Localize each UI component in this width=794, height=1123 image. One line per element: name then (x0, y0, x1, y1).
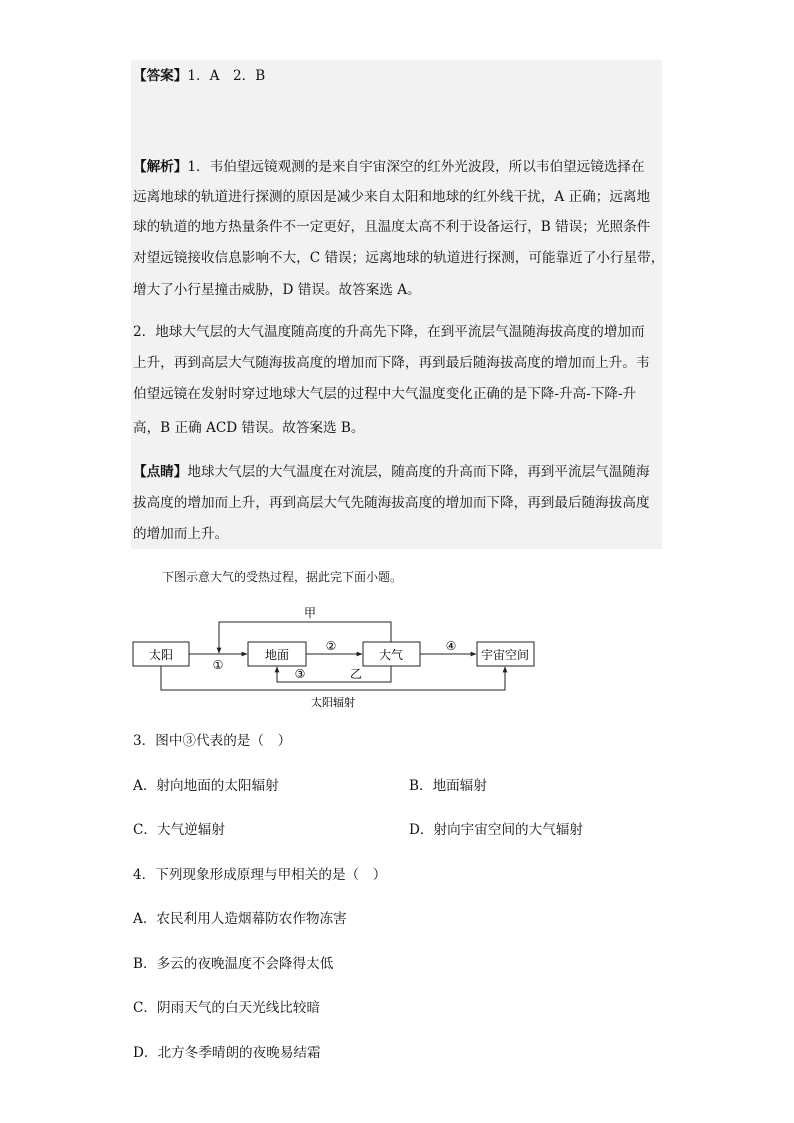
label-yi: 乙 (349, 667, 363, 681)
comment-line-3: 的增加而上升。 (133, 526, 229, 542)
q4-option-c[interactable]: C．阴雨天气的白天光线比较暗 (133, 1000, 321, 1016)
label-3: ③ (294, 667, 306, 681)
space-box-label: 宇宙空间 (480, 648, 530, 662)
intro-text: 下图示意大气的受热过程，据此完下面小题。 (162, 570, 403, 584)
analysis-line-1 (133, 157, 663, 177)
analysis-line-4: 对望远镜接收信息影响不大，C 错误；远离地球的轨道进行探测，可能靠近了小行星带， (133, 250, 665, 266)
analysis-text-1: 1．韦伯望远镜观测的是来自宇宙深空的红外光波段，所以韦伯望远镜选择在 (187, 159, 645, 175)
q3-option-d[interactable]: D．射向宇宙空间的大气辐射 (409, 822, 584, 838)
label-jia: 甲 (303, 606, 317, 620)
analysis-line-3: 球的轨道的地方热量条件不一定更好，且温度太高不利于设备运行，B 错误；光照条件 (133, 219, 651, 235)
q3-option-c[interactable]: C．大气逆辐射 (133, 822, 225, 838)
q4-option-a[interactable]: A．农民利用人造烟幕防农作物冻害 (133, 911, 347, 927)
analysis-line-5: 增大了小行星撞击威胁，D 错误。故答案选 A。 (133, 282, 421, 298)
sun-box-label: 太阳 (148, 648, 174, 662)
atmosphere-box-label: 大气 (378, 648, 404, 662)
answer-text: 1．A 2．B (187, 68, 266, 84)
q3-option-a[interactable]: A．射向地面的太阳辐射 (133, 778, 279, 794)
analysis-p2-line-4: 高，B 正确 ACD 错误。故答案选 B。 (133, 420, 365, 436)
q4-option-d[interactable]: D．北方冬季晴朗的夜晚易结霜 (133, 1045, 321, 1061)
label-solar: 太阳辐射 (311, 696, 355, 709)
heat-process-diagram (120, 600, 560, 715)
q3-stem: 3．图中③代表的是（ ） (133, 733, 292, 749)
analysis-p2-line-3: 伯望远镜在发射时穿过地球大气层的过程中大气温度变化正确的是下降-升高-下降-升 (133, 386, 637, 402)
ground-box-label: 地面 (264, 648, 290, 662)
analysis-line-2: 远离地球的轨道进行探测的原因是减少来自太阳和地球的红外线干扰，A 正确；远离地 (133, 189, 651, 205)
answer-label: 【答案】 (133, 68, 188, 84)
comment-label: 【点睛】 (133, 464, 188, 480)
label-4: ④ (445, 639, 457, 653)
q4-stem: 4．下列现象形成原理与甲相关的是（ ） (133, 867, 387, 883)
analysis-label: 【解析】 (133, 159, 188, 175)
answer-line (133, 66, 663, 86)
label-2: ② (325, 639, 337, 653)
comment-line-1 (133, 462, 663, 482)
analysis-p2-line-1: 2．地球大气层的大气温度随高度的升高先下降，在到平流层气温随海拔高度的增加而 (133, 324, 645, 340)
label-1: ① (212, 658, 224, 672)
comment-text-1: 地球大气层的大气温度在对流层，随高度的升高而下降，再到平流层气温随海 (187, 464, 650, 480)
q3-option-b[interactable]: B．地面辐射 (409, 778, 487, 794)
q4-option-b[interactable]: B．多云的夜晚温度不会降得太低 (133, 956, 334, 972)
comment-line-2: 拔高度的增加而上升，再到高层大气先随海拔高度的增加而下降，再到最后随海拔高度 (133, 495, 650, 511)
analysis-p2-line-2: 上升，再到高层大气随海拔高度的增加而下降，再到最后随海拔高度的增加而上升。韦 (133, 355, 650, 371)
